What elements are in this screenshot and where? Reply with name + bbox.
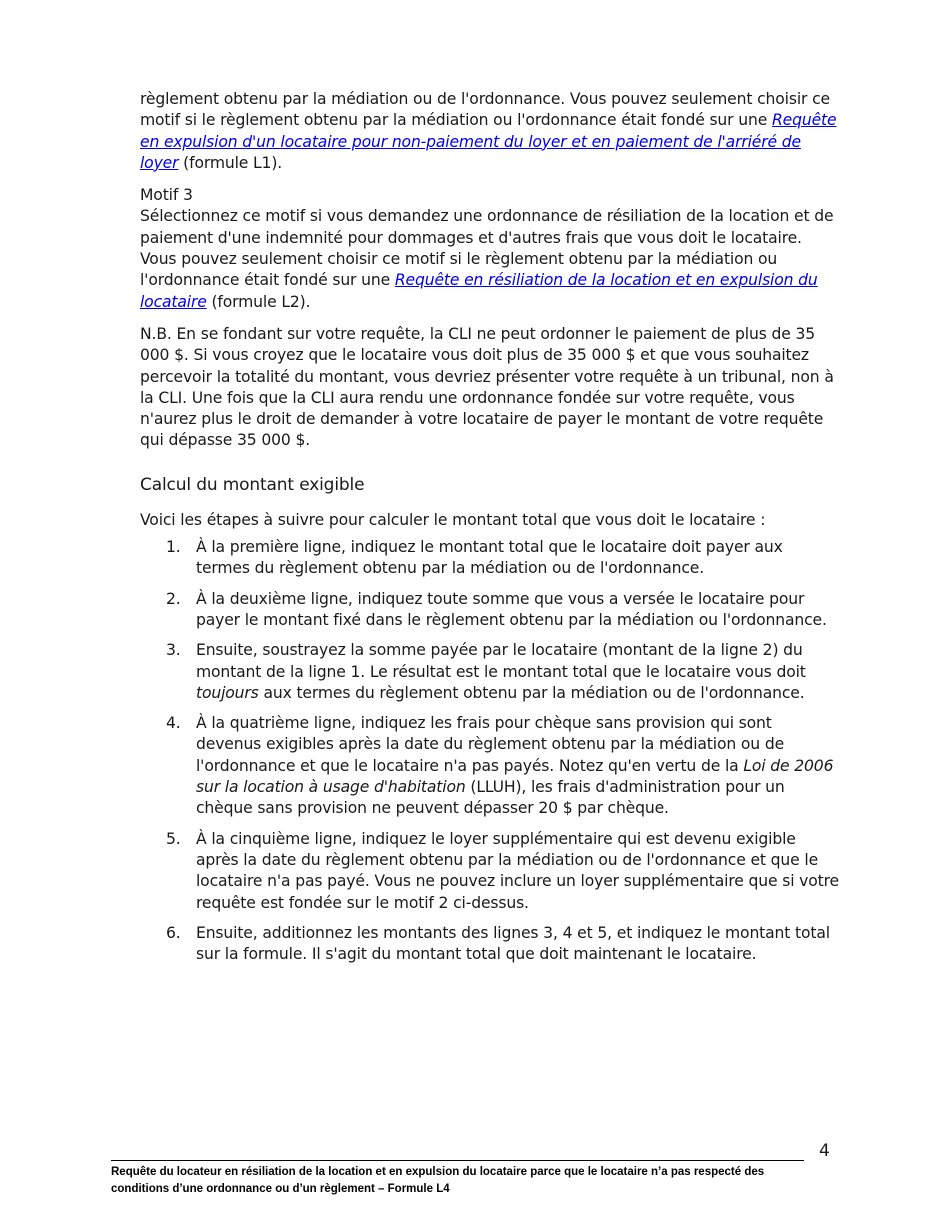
step-text: (LLUH), les frais d'administration pour un chèque sans provision ne peuvent dépasser 20 $ par chèque.: [196, 778, 785, 818]
steps-intro: Voici les étapes à suivre pour calculer le montant total que vous doit le locataire :: [140, 510, 766, 529]
nb-note: N.B. En se fondant sur votre requête, la CLI ne peut ordonner le paiement de plus de 35 000 $. Si vous croyez que le locataire vous doit plus de 35 000 $ et que vous souhaitez percevoir la totalité du montant, vous devriez présenter votre requête à un tribunal, non à la CLI. Une fois que la CLI aura rendu une ordonnance fondée sur votre requête, vous n'aurez plus le droit de demander à votre locataire de payer le montant de votre requête qui dépasse 35 000 $.: [140, 324, 834, 450]
law-title: Loi de 2006 sur la location à usage d'habitation: [196, 756, 834, 797]
step-text: À la première ligne, indiquez le montant total que le locataire doit payer aux termes du règlement obtenu par la médiation ou de l'ordonnance.: [196, 538, 783, 578]
footer-title: Requête du locateur en résiliation de la location et en expulsion du locataire parce que le locataire n’a pas respecté des conditions d’une ordonnance ou d’un règlement – Formule L4: [111, 1166, 765, 1195]
form-l1-link[interactable]: Requête en expulsion d'un locataire pour non-paiement du loyer et en paiement de l'arriéré de loyer: [140, 111, 837, 172]
paragraph-continued: [140, 89, 840, 174]
form-l2-link[interactable]: Requête en résiliation de la location et en expulsion du locataire: [140, 271, 818, 311]
paragraph-text: (formule L1).: [178, 153, 283, 172]
list-item: [140, 589, 840, 632]
list-item: [140, 640, 840, 704]
step-text: À la cinquième ligne, indiquez le loyer supplémentaire qui est devenu exigible après la date du règlement obtenu par la médiation ou de l'ordonnance et que le locataire n'a pas payé. Vous ne pouvez inclure un loyer supplémentaire que si votre requête est fondée sur le motif 2 ci-dessus.: [196, 829, 839, 912]
paragraph-text: règlement obtenu par la médiation ou de l'ordonnance. Vous pouvez seulement choisir ce motif si le règlement obtenu par la médiation ou l'ordonnance était fondé sur une: [140, 90, 830, 130]
page-body: [140, 89, 840, 974]
step-number: 1.: [166, 538, 181, 557]
step-number: 2.: [166, 589, 181, 608]
page-number: 4: [819, 1141, 830, 1161]
footer-divider: [111, 1160, 804, 1161]
paragraph-text: Sélectionnez ce motif si vous demandez une ordonnance de résiliation de la location et de paiement d'une indemnité pour dommages et d'autres frais que vous doit le locataire. Vous pouvez seulement choisir ce motif si le règlement obtenu par la médiation ou l'ordonnance était fondé sur une: [140, 207, 834, 290]
step-number: 3.: [166, 641, 181, 660]
list-item: [140, 829, 840, 914]
step-number: 4.: [166, 714, 181, 733]
motif-3-block: [140, 185, 840, 313]
step-text: À la quatrième ligne, indiquez les frais pour chèque sans provision qui sont devenus exigibles après la date du règlement obtenu par la médiation ou de l'ordonnance et que le locataire n'a pas payés. Notez qu'en vertu de la: [196, 714, 785, 775]
motif-3-title: Motif 3: [140, 186, 193, 205]
step-number: 6.: [166, 923, 181, 942]
step-number: 5.: [166, 829, 181, 848]
step-text: aux termes du règlement obtenu par la médiation ou de l'ordonnance.: [258, 683, 805, 702]
paragraph-text: (formule L2).: [206, 292, 311, 311]
list-item: [140, 537, 840, 580]
step-emphasis: toujours: [196, 683, 259, 702]
step-text: Ensuite, soustrayez la somme payée par le locataire (montant de la ligne 2) du montant de la ligne 1. Le résultat est le montant total que le locataire vous doit: [196, 641, 806, 681]
step-text: Ensuite, additionnez les montants des lignes 3, 4 et 5, et indiquez le montant total sur la formule. Il s'agit du montant total que doit maintenant le locataire.: [196, 923, 830, 964]
motif-3-text: [140, 206, 840, 312]
steps-list: [140, 537, 840, 965]
list-item: [140, 923, 840, 966]
section-heading: Calcul du montant exigible: [140, 474, 365, 495]
step-text: À la deuxième ligne, indiquez toute somme que vous a versée le locataire pour payer le montant fixé dans le règlement obtenu par la médiation ou l'ordonnance.: [196, 589, 827, 629]
list-item: [140, 713, 840, 819]
